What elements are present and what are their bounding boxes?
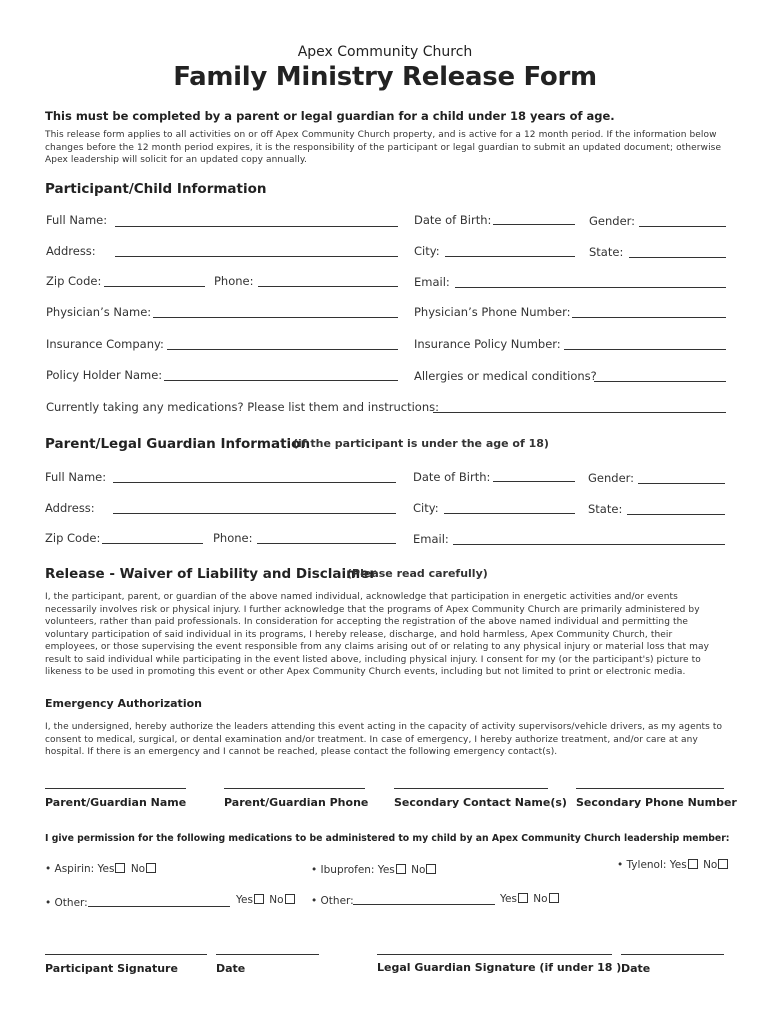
guardian-phone-label: Phone: bbox=[213, 531, 253, 545]
release-heading: Release - Waiver of Liability and Disclaimer bbox=[45, 566, 376, 582]
allergies-label: Allergies or medical conditions? bbox=[414, 369, 597, 383]
ibuprofen-no-checkbox[interactable] bbox=[426, 864, 436, 874]
contact-secondary-phone-field[interactable] bbox=[576, 788, 724, 789]
guardian-heading: Parent/Legal Guardian Information bbox=[45, 436, 311, 452]
other-1-yes-checkbox[interactable] bbox=[254, 894, 264, 904]
other-2-no-label: No bbox=[533, 893, 548, 905]
guardian-full-name-field[interactable] bbox=[113, 482, 396, 483]
other-2-yes-checkbox[interactable] bbox=[518, 893, 528, 903]
guardian-gender-label: Gender: bbox=[588, 471, 635, 485]
participant-date-field[interactable] bbox=[216, 954, 319, 955]
participant-state-field[interactable] bbox=[629, 257, 726, 258]
tylenol-label: • Tylenol: Yes bbox=[617, 859, 687, 871]
participant-state-label: State: bbox=[589, 245, 624, 259]
tylenol-no-checkbox[interactable] bbox=[718, 859, 728, 869]
aspirin-yes-checkbox[interactable] bbox=[115, 863, 125, 873]
tylenol-yes-checkbox[interactable] bbox=[688, 859, 698, 869]
guardian-dob-label: Date of Birth: bbox=[413, 470, 491, 484]
guardian-signature-label: Legal Guardian Signature (if under 18 ) bbox=[377, 961, 622, 974]
guardian-address-label: Address: bbox=[45, 501, 95, 515]
aspirin-no-label: No bbox=[130, 863, 146, 875]
contact-guardian-phone-field[interactable] bbox=[224, 788, 365, 789]
participant-dob-field[interactable] bbox=[493, 224, 575, 225]
guardian-city-field[interactable] bbox=[444, 513, 575, 514]
participant-gender-label: Gender: bbox=[589, 214, 636, 228]
participant-address-label: Address: bbox=[46, 244, 96, 258]
aspirin-no-checkbox[interactable] bbox=[146, 863, 156, 873]
form-title: Family Ministry Release Form bbox=[173, 62, 597, 92]
guardian-city-label: City: bbox=[413, 501, 439, 515]
insurance-policy-number-label: Insurance Policy Number: bbox=[414, 337, 561, 351]
guardian-email-label: Email: bbox=[413, 532, 449, 546]
guardian-state-label: State: bbox=[588, 502, 623, 516]
other-2-no-checkbox[interactable] bbox=[549, 893, 559, 903]
guardian-date-field[interactable] bbox=[621, 954, 724, 955]
ibuprofen-yes-checkbox[interactable] bbox=[396, 864, 406, 874]
guardian-email-field[interactable] bbox=[453, 544, 725, 545]
contact-label-guardian-name: Parent/Guardian Name bbox=[45, 796, 187, 809]
participant-full-name-label: Full Name: bbox=[46, 213, 108, 227]
ibuprofen-no-label: No bbox=[411, 864, 426, 876]
release-paragraph: I, the participant, parent, or guardian of the above named individual, acknowledge that participation in energetic activities and/or events necessarily involves risk or physical injury. I further acknowledge that the programs of Apex Community Church are primarily administered by volunteers, rather than paid professionals. In consideration for accepting the registration of the above named individual and permitting the voluntary participation of said individual in its programs, I hereby release, discharge, and hold harmless, Apex Community Church, their employees, or those supervising the event responsible from any claims arising out of or relating to any physical injury or material loss that may result to said individual while participating in the event listed above, including physical injury. I consent for my (or the participant's) picture to likeness to be used in promoting this event or other Apex Community Church events, including but not limited to print or electronic media. bbox=[45, 592, 710, 677]
insurance-company-field[interactable] bbox=[167, 349, 398, 350]
participant-date-label: Date bbox=[216, 962, 246, 975]
guardian-address-field[interactable] bbox=[113, 513, 396, 514]
physician-phone-label: Physician’s Phone Number: bbox=[414, 305, 571, 319]
other-2-yes-label: Yes bbox=[500, 893, 517, 905]
guardian-gender-field[interactable] bbox=[638, 483, 725, 484]
participant-signature-field[interactable] bbox=[45, 954, 207, 955]
participant-address-field[interactable] bbox=[115, 256, 398, 257]
participant-phone-label: Phone: bbox=[214, 274, 254, 288]
other-1-yes-label: Yes bbox=[236, 894, 253, 906]
tylenol-no-label: No bbox=[703, 859, 718, 871]
physician-name-field[interactable] bbox=[153, 317, 398, 318]
participant-zip-field[interactable] bbox=[104, 286, 205, 287]
contact-secondary-name-field[interactable] bbox=[394, 788, 548, 789]
other-1-no-checkbox[interactable] bbox=[285, 894, 295, 904]
other-1-no-label: No bbox=[269, 894, 284, 906]
guardian-zip-field[interactable] bbox=[102, 543, 203, 544]
guardian-dob-field[interactable] bbox=[493, 481, 575, 482]
participant-heading: Participant/Child Information bbox=[45, 181, 267, 197]
church-name: Apex Community Church bbox=[297, 44, 473, 60]
insurance-company-label: Insurance Company: bbox=[46, 337, 164, 351]
participant-gender-field[interactable] bbox=[639, 226, 726, 227]
notice-paragraph: This release form applies to all activities on or off Apex Community Church property, and is active for a 12 month period. If the information below changes before the 12 month period expires, it is the responsibility of the participant or legal guardian to submit an updated document; otherwise Apex leadership will solicit for an updated copy annually. bbox=[45, 130, 722, 165]
contact-label-secondary-phone: Secondary Phone Number bbox=[576, 796, 737, 809]
guardian-note: (if the participant is under the age of 18) bbox=[293, 437, 549, 450]
medications-field[interactable] bbox=[433, 412, 726, 413]
other-option-2 bbox=[500, 893, 561, 905]
guardian-state-field[interactable] bbox=[627, 514, 725, 515]
participant-dob-label: Date of Birth: bbox=[414, 213, 492, 227]
insurance-policy-number-field[interactable] bbox=[564, 349, 726, 350]
policy-holder-field[interactable] bbox=[164, 380, 398, 381]
participant-email-field[interactable] bbox=[455, 287, 726, 288]
aspirin-option bbox=[45, 863, 158, 875]
other-option-1 bbox=[236, 894, 297, 906]
participant-city-label: City: bbox=[414, 244, 440, 258]
participant-zip-label: Zip Code: bbox=[46, 274, 102, 288]
other-medication-field-1[interactable] bbox=[88, 906, 230, 907]
participant-phone-field[interactable] bbox=[258, 286, 398, 287]
participant-signature-label: Participant Signature bbox=[45, 962, 178, 975]
guardian-phone-field[interactable] bbox=[257, 543, 396, 544]
guardian-zip-label: Zip Code: bbox=[45, 531, 101, 545]
ibuprofen-option bbox=[311, 864, 438, 876]
participant-city-field[interactable] bbox=[445, 256, 575, 257]
policy-holder-label: Policy Holder Name: bbox=[46, 368, 163, 382]
contact-label-secondary-name: Secondary Contact Name(s) bbox=[394, 796, 567, 809]
medications-label: Currently taking any medications? Please list them and instructions: bbox=[46, 400, 439, 414]
physician-phone-field[interactable] bbox=[572, 317, 726, 318]
allergies-field[interactable] bbox=[594, 381, 726, 382]
guardian-signature-field[interactable] bbox=[377, 954, 612, 955]
guardian-full-name-label: Full Name: bbox=[45, 470, 107, 484]
ibuprofen-label: • Ibuprofen: Yes bbox=[311, 864, 395, 876]
emergency-heading: Emergency Authorization bbox=[45, 697, 202, 710]
tylenol-option bbox=[617, 859, 730, 871]
aspirin-label: • Aspirin: Yes bbox=[45, 863, 115, 875]
emergency-paragraph: I, the undersigned, hereby authorize the leaders attending this event acting in the capacity of activity supervisors/vehicle drivers, as my agents to consent to medical, surgical, or dental examination and/or treatment. In case of emergency, I hereby authorize treatment, and/or care at any hospital. If there is an emergency and I cannot be reached, please contact the following emergency contact(s). bbox=[45, 722, 723, 757]
release-note: (Please read carefully) bbox=[347, 567, 488, 580]
contact-label-guardian-phone: Parent/Guardian Phone bbox=[224, 796, 369, 809]
medication-permission-statement: I give permission for the following medications to be administered to my child by an Apex Community Church leadership member: bbox=[45, 833, 730, 844]
other-medication-field-2[interactable] bbox=[353, 904, 495, 905]
contact-guardian-name-field[interactable] bbox=[45, 788, 186, 789]
intro-statement: This must be completed by a parent or legal guardian for a child under 18 years of age. bbox=[45, 109, 615, 123]
participant-email-label: Email: bbox=[414, 275, 450, 289]
guardian-date-label: Date bbox=[621, 962, 651, 975]
participant-full-name-field[interactable] bbox=[115, 226, 398, 227]
other-label-2: • Other: bbox=[311, 895, 354, 907]
physician-name-label: Physician’s Name: bbox=[46, 305, 152, 319]
other-label-1: • Other: bbox=[45, 897, 88, 909]
